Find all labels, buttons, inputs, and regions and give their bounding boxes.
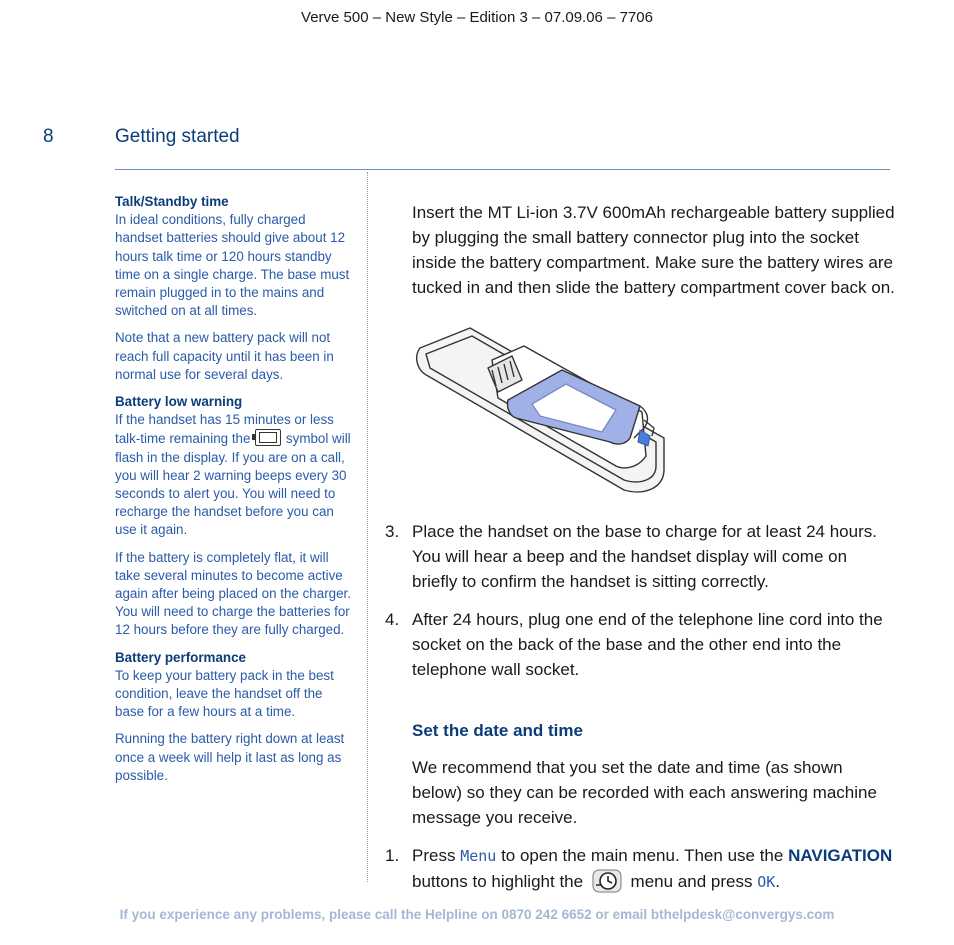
document-header: Verve 500 – New Style – Edition 3 – 07.09.06 – 7706 xyxy=(301,9,653,26)
step-4-number: 4. xyxy=(385,610,400,629)
title-rule xyxy=(115,169,890,170)
battery-low-body-after: symbol will flash in the display. If you are on a call, you will hear 2 warning beeps every 30 seconds to alert you. You will need to recharge the handset before you can use it again. xyxy=(115,431,351,538)
menu-key-label: Menu xyxy=(460,847,497,865)
ok-key-label: OK xyxy=(757,873,776,891)
column-divider xyxy=(367,172,368,882)
date-step-1-text xyxy=(412,843,895,895)
sentence-end: . xyxy=(775,872,780,891)
date-step-1-number: 1. xyxy=(385,846,400,865)
date-step-1 xyxy=(385,843,895,895)
page-number: 8 xyxy=(43,126,54,147)
handset-battery-illustration xyxy=(412,320,672,500)
flat-battery-block: If the battery is completely flat, it will take several minutes to become active again after being placed on the charger. You will need to charge the batteries for 12 hours before they are fully charged. xyxy=(115,549,351,638)
date-time-heading: Set the date and time xyxy=(412,721,583,740)
step-4 xyxy=(385,607,895,682)
section-title: Getting started xyxy=(115,126,240,147)
menu-and-press: menu and press xyxy=(630,872,753,891)
step-4-text: After 24 hours, plug one end of the telephone line cord into the socket on the back of the base and the other end into the telephone wall socket. xyxy=(412,610,883,679)
note-block: Note that a new battery pack will not reach full capacity until it has been in normal use for several days. xyxy=(115,330,334,382)
buttons-instruction: buttons to highlight the xyxy=(412,872,584,891)
main-column xyxy=(385,200,895,895)
talk-standby-heading: Talk/Standby time xyxy=(115,194,229,209)
talk-standby-body: In ideal conditions, fully charged handset batteries should give about 12 hours talk time or 120 hours standby time on a single charge. The base must remain plugged in to the mains and switched on at all times. xyxy=(115,212,350,319)
battery-low-body-before: If the handset has 15 minutes or less talk-time remaining the xyxy=(115,412,334,447)
battery-low-block xyxy=(115,393,353,540)
talk-standby-block xyxy=(115,193,353,320)
performance-heading: Battery performance xyxy=(115,649,246,665)
step-3-text: Place the handset on the base to charge for at least 24 hours. You will hear a beep and the handset display will come on briefly to confirm the handset is sitting correctly. xyxy=(412,522,877,591)
press-word: Press xyxy=(412,846,456,865)
running-block: Running the battery right down at least once a week will help it last as long as possible. xyxy=(115,731,345,783)
battery-low-heading: Battery low warning xyxy=(115,394,243,410)
helpline-footer: If you experience any problems, please call the Helpline on 0870 242 6652 or email bthelpdesk@convergys.com xyxy=(119,907,835,922)
battery-intro: Insert the MT Li-ion 3.7V 600mAh rechargeable battery supplied by plugging the small battery connector plug into the socket inside the battery compartment. Make sure the battery wires are tucked in and then slide the battery compartment cover back on. xyxy=(412,203,895,297)
menu-instruction: to open the main menu. Then use the xyxy=(501,846,784,865)
step-3-number: 3. xyxy=(385,522,400,541)
performance-body: To keep your battery pack in the best condition, leave the handset off the base for a few hours at a time. xyxy=(115,667,334,720)
step-3 xyxy=(385,519,895,594)
date-time-intro: We recommend that you set the date and time (as shown below) so they can be recorded with each answering machine message you receive. xyxy=(412,758,877,827)
clock-menu-icon xyxy=(592,869,622,893)
navigation-key-label: NAVIGATION xyxy=(788,846,893,865)
sidebar-notes xyxy=(115,193,353,794)
performance-block xyxy=(115,649,353,722)
battery-low-icon xyxy=(255,429,281,446)
